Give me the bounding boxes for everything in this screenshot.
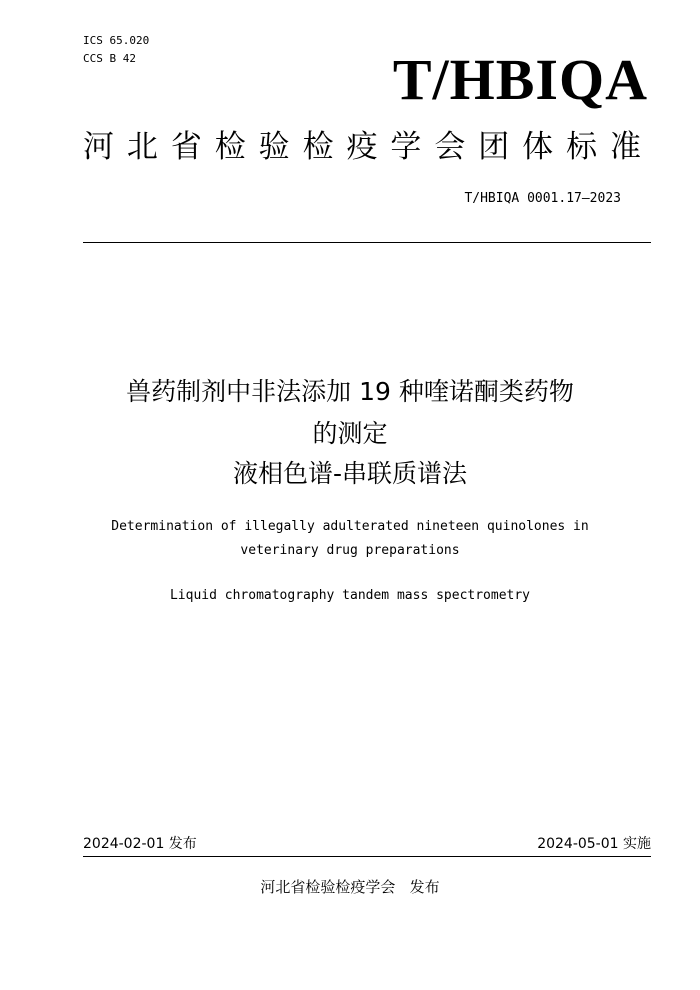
classification-codes [83,32,149,68]
english-title: Determination of illegally adulterated nineteen quinolones in veterinary drug preparations [111,519,589,558]
implementation-date: 2024-05-01 实施 [537,836,651,852]
organization-standard-title: 河北省检验检疫学会团体标准 [83,129,651,165]
standard-logo: T/HBIQA [392,47,648,112]
standard-number: T/HBIQA 0001.17—2023 [464,191,621,206]
issue-date: 2024-02-01 发布 [83,836,197,852]
ics-code: ICS 65.020 [83,34,150,47]
date-row [83,834,651,854]
footer-divider [83,856,651,857]
publisher: 河北省检验检疫学会 发布 [260,878,440,896]
ccs-code: CCS B 42 [83,52,136,65]
english-method-title: Liquid chromatography tandem mass spectrometry [169,588,531,603]
chinese-title-line-3: 液相色谱-串联质谱法 [232,459,468,488]
chinese-title-line-2: 的测定 [312,419,388,448]
header-divider [83,242,651,243]
chinese-title-line-1: 兽药制剂中非法添加 19 种喹诺酮类药物 [126,377,574,406]
